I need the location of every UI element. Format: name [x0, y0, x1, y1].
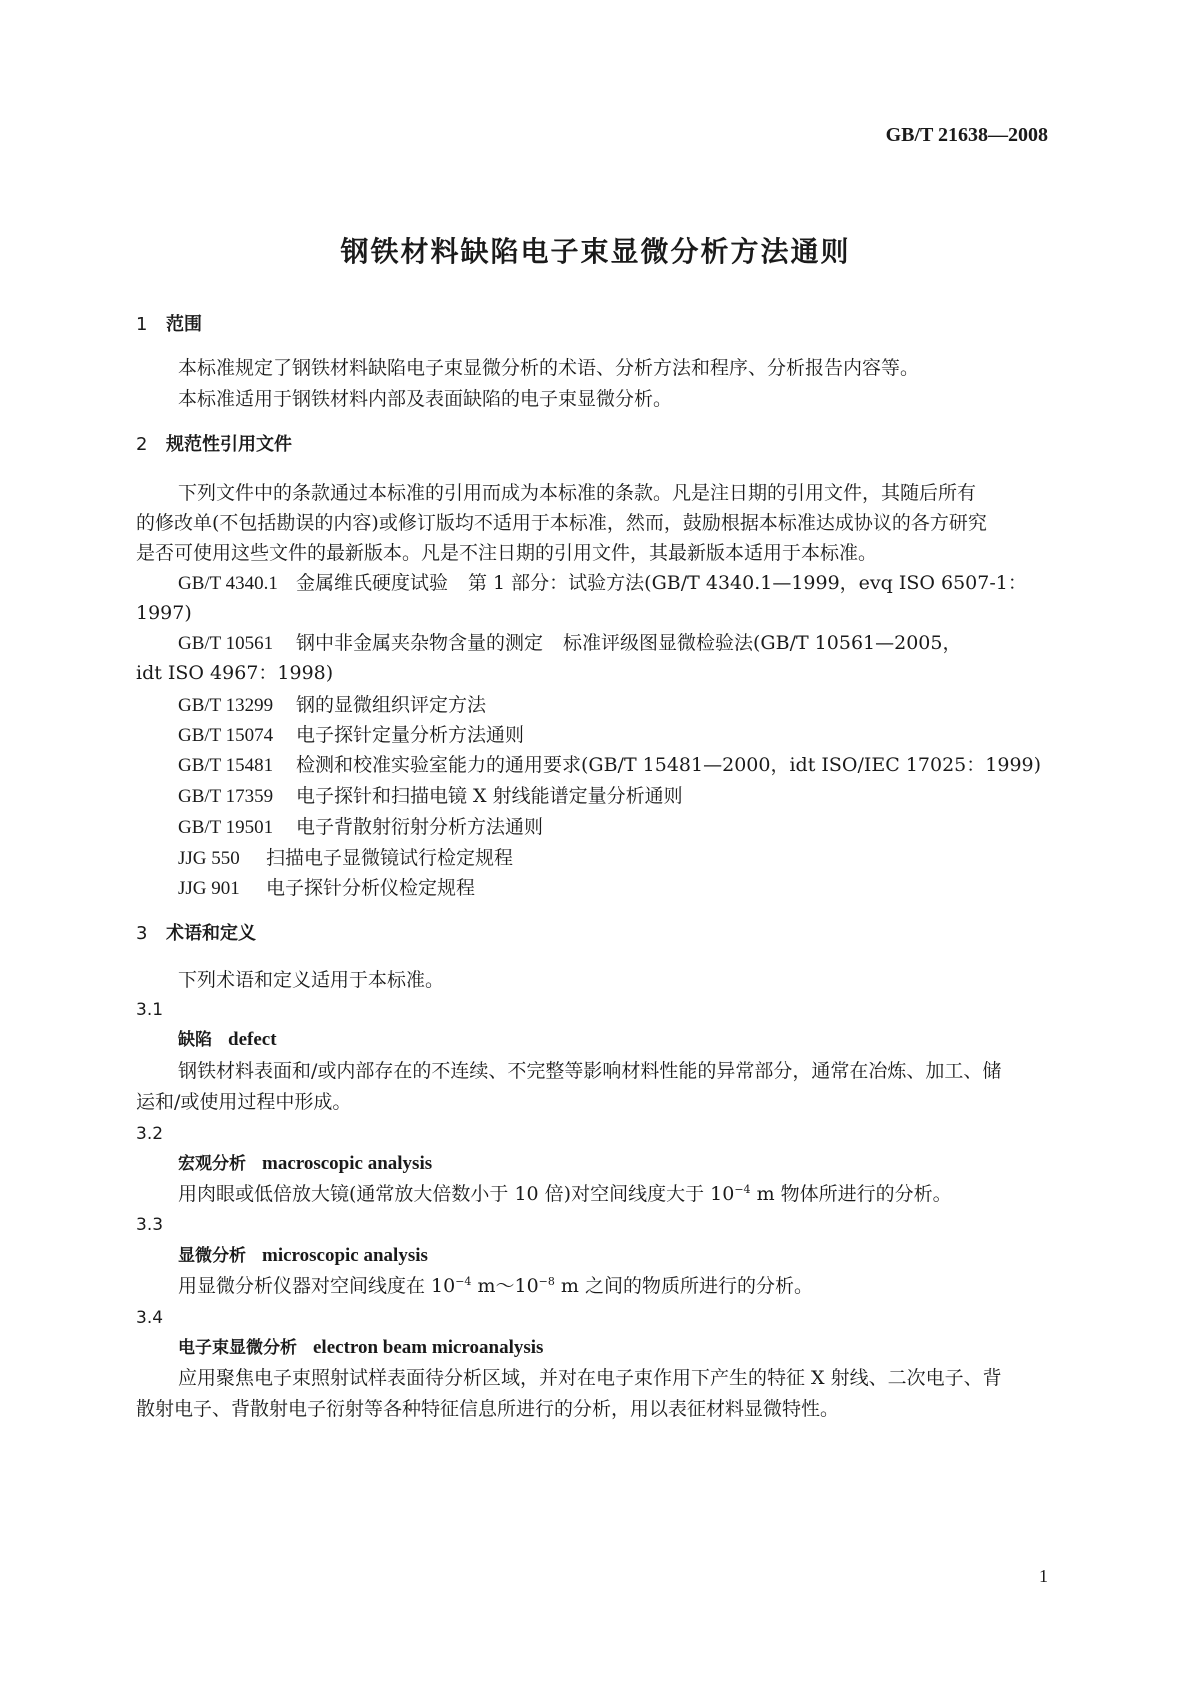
- section-title: 术语和定义: [166, 923, 256, 944]
- term-definition: 散射电子、背散射电子衍射等各种特征信息所进行的分析，用以表征材料显微特性。: [136, 1398, 840, 1420]
- reference-title: 检测和校准实验室能力的通用要求(GB/T 15481—2000，idt ISO/IEC 17025：1999): [296, 754, 1042, 776]
- reference-title: 金属维氏硬度试验: [296, 572, 449, 594]
- reference-item: [178, 571, 1027, 596]
- reference-continuation: 1997): [136, 602, 192, 624]
- section-number: 2: [136, 434, 148, 455]
- term-english: electron beam microanalysis: [313, 1337, 544, 1358]
- definition-text: m～10: [471, 1275, 539, 1297]
- exponent: −4: [734, 1183, 751, 1196]
- term-english: microscopic analysis: [262, 1245, 428, 1266]
- paragraph: 的修改单(不包括勘误的内容)或修订版均不适用于本标准，然而，鼓励根据本标准达成协议的各方研究: [136, 512, 987, 534]
- term-heading: [178, 1028, 277, 1052]
- reference-code: GB/T 15074: [178, 725, 274, 746]
- reference-code: JJG 550: [178, 848, 240, 869]
- reference-detail: 标准评级图显微检验法(GB/T 10561—2005，: [563, 632, 962, 654]
- reference-code: GB/T 17359: [178, 786, 274, 807]
- reference-item: [178, 753, 1041, 778]
- paragraph: 下列文件中的条款通过本标准的引用而成为本标准的条款。凡是注日期的引用文件，其随后所有: [178, 482, 977, 504]
- term-chinese: 显微分析: [178, 1246, 246, 1266]
- reference-title: 电子探针和扫描电镜 X 射线能谱定量分析通则: [296, 785, 683, 807]
- reference-code: GB/T 19501: [178, 817, 274, 838]
- reference-code: GB/T 15481: [178, 755, 274, 776]
- reference-item: [178, 846, 513, 871]
- document-title: 钢铁材料缺陷电子束显微分析方法通则: [340, 235, 851, 268]
- section-3-heading: [136, 922, 256, 946]
- definition-text: m 物体所进行的分析。: [750, 1183, 952, 1205]
- section-2-heading: [136, 433, 292, 457]
- section-1-heading: [136, 313, 202, 337]
- standard-code: GB/T 21638—2008: [885, 124, 1048, 146]
- paragraph: 下列术语和定义适用于本标准。: [178, 969, 445, 991]
- subsection-number: 3.1: [136, 1000, 164, 1020]
- page-number: 1: [1039, 1566, 1048, 1586]
- reference-code: GB/T 10561: [178, 633, 274, 654]
- term-definition: 运和/或使用过程中形成。: [136, 1091, 352, 1113]
- term-heading: [178, 1336, 543, 1360]
- paragraph: 本标准规定了钢铁材料缺陷电子束显微分析的术语、分析方法和程序、分析报告内容等。: [178, 357, 920, 379]
- term-definition: [178, 1274, 813, 1298]
- term-chinese: 电子束显微分析: [178, 1338, 297, 1358]
- reference-item: [178, 784, 683, 809]
- reference-item: [178, 876, 475, 901]
- term-heading: [178, 1152, 432, 1176]
- reference-item: [178, 693, 486, 718]
- exponent: −8: [538, 1275, 555, 1288]
- paragraph: 本标准适用于钢铁材料内部及表面缺陷的电子束显微分析。: [178, 388, 673, 410]
- reference-code: GB/T 4340.1: [178, 573, 278, 594]
- section-number: 3: [136, 923, 148, 944]
- reference-item: [178, 815, 543, 840]
- section-title: 规范性引用文件: [166, 434, 292, 455]
- subsection-number: 3.2: [136, 1124, 164, 1144]
- reference-title: 电子背散射衍射分析方法通则: [296, 816, 544, 838]
- reference-title: 钢的显微组织评定方法: [296, 694, 487, 716]
- reference-title: 扫描电子显微镜试行检定规程: [266, 847, 514, 869]
- reference-code: GB/T 13299: [178, 695, 274, 716]
- term-definition: 钢铁材料表面和/或内部存在的不连续、不完整等影响材料性能的异常部分，通常在冶炼、加工、储: [178, 1060, 1002, 1082]
- reference-code: JJG 901: [178, 878, 240, 899]
- term-definition: 应用聚焦电子束照射试样表面待分析区域，并对在电子束作用下产生的特征 X 射线、二次电子、背: [178, 1367, 1002, 1389]
- reference-title: 电子探针分析仪检定规程: [266, 877, 476, 899]
- term-english: defect: [228, 1029, 277, 1050]
- paragraph: 是否可使用这些文件的最新版本。凡是不注日期的引用文件，其最新版本适用于本标准。: [136, 542, 878, 564]
- definition-text: 用肉眼或低倍放大镜(通常放大倍数小于 10 倍)对空间线度大于 10: [178, 1183, 735, 1205]
- definition-text: m 之间的物质所进行的分析。: [554, 1275, 813, 1297]
- reference-item: [178, 631, 961, 656]
- reference-title: 电子探针定量分析方法通则: [296, 724, 525, 746]
- reference-item: [178, 723, 524, 748]
- term-definition: [178, 1182, 952, 1206]
- reference-title: 钢中非金属夹杂物含量的测定: [296, 632, 544, 654]
- section-title: 范围: [166, 314, 202, 335]
- exponent: −4: [455, 1275, 472, 1288]
- term-english: macroscopic analysis: [262, 1153, 433, 1174]
- section-number: 1: [136, 314, 148, 335]
- term-chinese: 宏观分析: [178, 1154, 246, 1174]
- term-chinese: 缺陷: [178, 1030, 212, 1050]
- term-heading: [178, 1244, 428, 1268]
- reference-continuation: idt ISO 4967：1998): [136, 662, 334, 684]
- reference-detail: 第 1 部分：试验方法(GB/T 4340.1—1999，evq ISO 6507-1：: [468, 572, 1027, 594]
- subsection-number: 3.3: [136, 1215, 164, 1235]
- subsection-number: 3.4: [136, 1308, 164, 1328]
- definition-text: 用显微分析仪器对空间线度在 10: [178, 1275, 456, 1297]
